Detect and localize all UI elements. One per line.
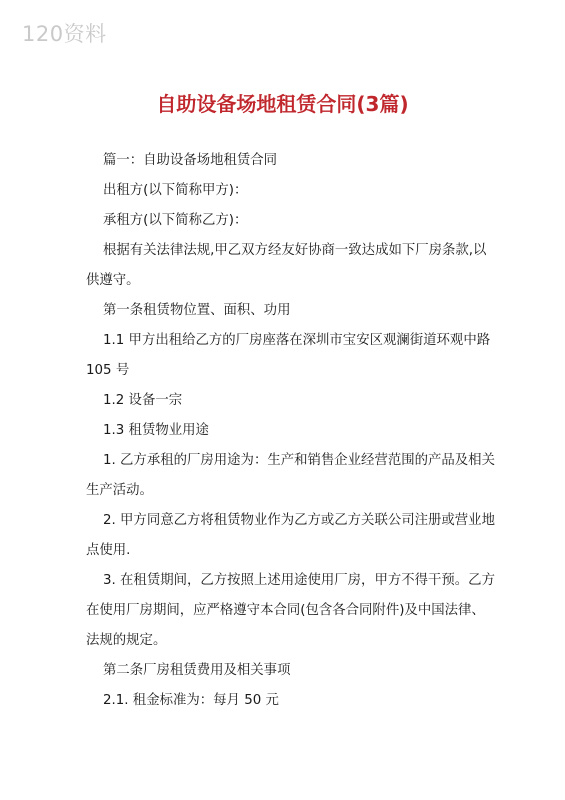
paragraph-article-1-heading: 第一条租赁物位置、面积、功用 <box>103 303 291 318</box>
document-body <box>86 146 496 716</box>
paragraph-item-2: 2. 甲方同意乙方将租赁物业作为乙方或乙方关联公司注册或营业地点使用. <box>86 513 495 558</box>
paragraph-clause-2-1: 2.1. 租金标准为：每月 50 元 <box>103 693 279 708</box>
watermark-logo: 120资料 <box>22 22 107 46</box>
paragraph-clause-1-2: 1.2 设备一宗 <box>103 393 183 408</box>
paragraph-clause-1-1: 1.1 甲方出租给乙方的厂房座落在深圳市宝安区观澜街道环观中路 105 号 <box>86 333 491 378</box>
paragraph-clause-1-3: 1.3 租赁物业用途 <box>103 423 209 438</box>
paragraph-item-1: 1. 乙方承租的厂房用途为：生产和销售企业经营范围的产品及相关生产活动。 <box>86 453 495 498</box>
paragraph-lessor: 出租方(以下简称甲方)： <box>103 183 248 198</box>
document-title: 自助设备场地租赁合同(3篇) <box>156 92 409 116</box>
paragraph-item-3: 3. 在租赁期间，乙方按照上述用途使用厂房，甲方不得干预。乙方在使用厂房期间，应严格遵守本合同(包含各合同附件)及中国法律、法规的规定。 <box>86 573 495 648</box>
paragraph-section-heading: 篇一：自助设备场地租赁合同 <box>103 153 278 168</box>
paragraph-lessee: 承租方(以下简称乙方)： <box>103 213 248 228</box>
paragraph-article-2-heading: 第二条厂房租赁费用及相关事项 <box>103 663 291 678</box>
paragraph-preamble: 根据有关法律法规,甲乙双方经友好协商一致达成如下厂房条款,以供遵守。 <box>86 243 487 288</box>
